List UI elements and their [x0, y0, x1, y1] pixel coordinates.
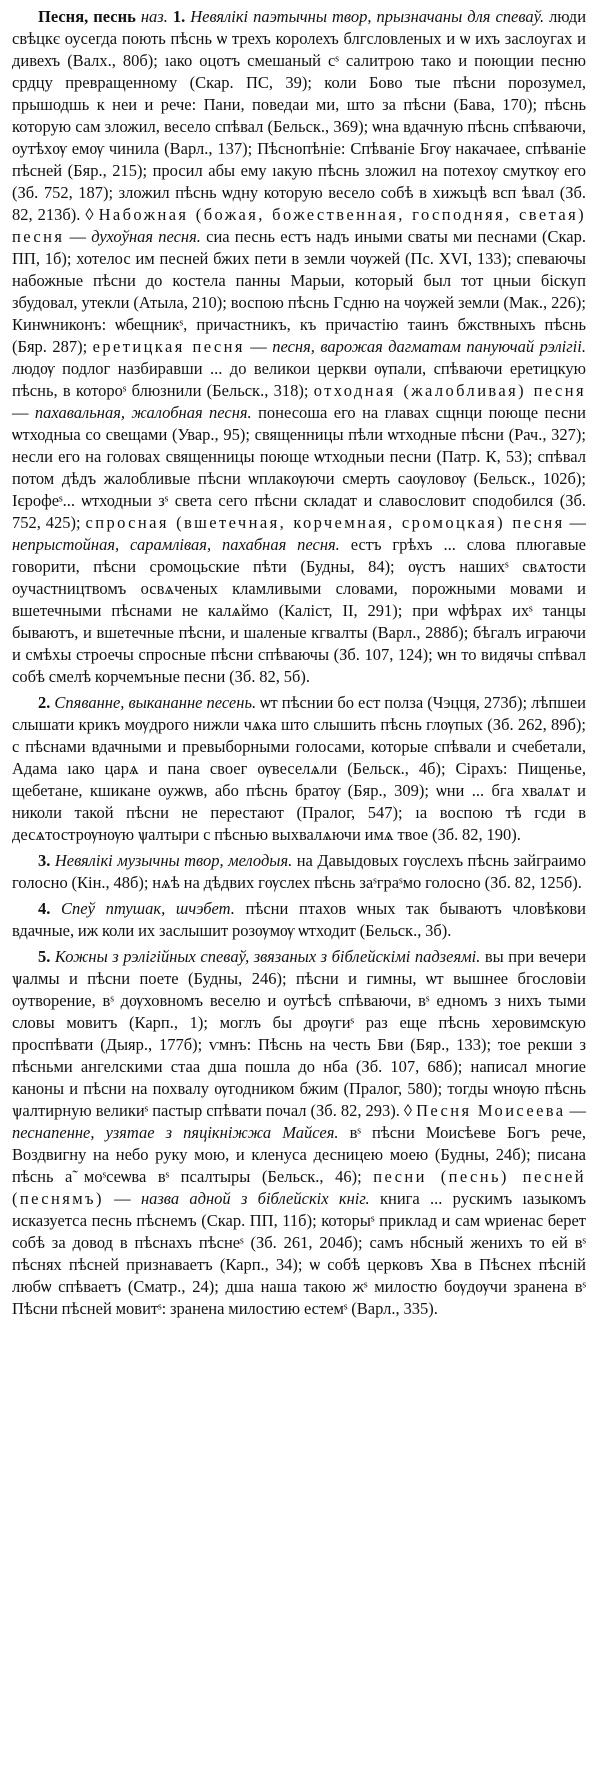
phrase-headword: песни (песнь) песней (песнямъ) [12, 1167, 586, 1208]
sense-citations: люди свѣцкє оусегда поють пѣснь ѡ трехъ королехъ блгсловленых и ѡ ихъ заслоугах и дивехъ (Валх., 80б); ıако оцотъ смешаный сˢ салитрою тако и поющии песню срдцу превращенному (Скар. ПС, 39); коли Бово тые пѣсни порозумел, прышодшь к неи и рече: Пани, поведаи ми, што за пѣсни (Бава, 170); пѣснь которую сам зложил, весело спѣвал (Бельск., 369); ѡна вдачную пѣснь спѣваючи, оутѣхѹ емѹ чинила (Варл., 137); Пѣснопѣніе: Спѣваніе Бгѹ накачаее, спѣваніе пѣсней (Бяр., 215); просил абы ему ıакую пѣснь зложил на потехѹ смуткѹ его (Зб. 752, 187); зложил пѣснь ѡдну которую весело собѣ в хижъцѣ всп ѣвал (Зб. 82, 213б). [12, 7, 587, 224]
sense-1 [12, 6, 586, 688]
part-of-speech: наз. [140, 7, 168, 26]
phrase-headword: Набожная (божая, божественная, господняя, светая) песня [12, 205, 587, 246]
sense-gloss: Невялікі паэтычны твор, прызначаны для спеваў. [190, 7, 545, 26]
sense-number: 2. [38, 693, 51, 712]
sense-citations: пѣсни птахов ѡных так бываютъ чловѣкови вдачные, иж коли их заслышит розѹмѹ ѡтходит (Бельск., 3б). [12, 899, 586, 940]
phrase-citations: понесоша его на главах сщнци поюще песни ѡтходныа со свещами (Увар., 95); священницы пѣли ѡтходные пѣсни (Рач., 327); несли его на головах священницы поюще ѡтходныи песни (Патр. К, 53); спѣвал потом дѣдъ жалобливые пѣсни ѡплакѹючи смерть саѹловѹ (Бельск., 102б); Ієрофеˢ... ѡтходныи зˢ света сего пѣсни складат и славословит сподобился (Зб. 752, 425); [12, 403, 586, 532]
phrase-citations: книга ... рускимъ ıазыкомъ исказуетса песнь пѣснемъ (Скар. ПП, 11б); которыˢ приклад и сам ѡриенас берет собѣ за довод в пѣснахъ пѣснеˢ (Зб. 261, 204б); самъ нбсный женихъ то ей вˢ пѣснях пѣсней признаваетъ (Карп., 34); ѡ собѣ церковъ Хва в Пѣснех пѣсній любѡ спѣваетъ (Сматр., 24); дша нашa такою жˢ милостю бѹдѹчи зранена вˢ Пѣсни пѣсней мовитˢ: зранена милостию естемˢ (Варл., 335). [12, 1189, 586, 1318]
phrase-dash: — [250, 337, 267, 356]
sense-gloss: Спяванне, выкананне песень. [54, 693, 257, 712]
phrase-separator: ◊ [403, 1101, 413, 1120]
sense-citations: вы при вечери ѱалмы и пѣсни поете (Будны, 246); пѣсни и гимны, ѡт вышнее бгословіи оутворение, вˢ дѹховномъ веселю и оутѣсѣ спѣваючи, вˢ едномъ з нихъ тыми словы мовитъ (Карп., 1); моглъ бы дрѹгиˢ раз еще пѣснь херовимскую проспѣвати (Дыяр., 177б); ѵмнъ: Пѣснь на честь Бви (Бяр., 133); тое рекши з пѣсньми ангелскими стаа дша пошла до нба (Зб. 107, 68б); написал многие каноны и пѣсни на похвалу ѹгодником бжим (Пралог, 580); тогды ѡнѹю пѣснь ѱалтирную великиˢ пастыр спѣвати почал (Зб. 82, 293). [12, 947, 587, 1120]
phrase-dash: — [569, 513, 587, 532]
phrase-gloss: песнапенне, узятае з пяцікніжжа Майсея. [12, 1123, 339, 1142]
entry-headword: Песня, песнь [38, 7, 136, 26]
sense-gloss: Невялікі музычны твор, мелодыя. [54, 851, 293, 870]
sense-citations: на Давыдовых гѹслехъ пѣснь зайграимо голосно (Кін., 48б); нѧѣ на дѣдвих гѹслех пѣснь заˢграˢмо голосно (Зб. 82, 125б). [12, 851, 586, 892]
phrase-dash: — [114, 1189, 131, 1208]
phrase-citations: сиа песнь естъ надъ иными сваты ми песнами (Скар. ПП, 1б); хотелос им песней бжих пети в земли чѹжей (Пс. XVI, 133); спеваючы набожные пѣсни до костела панны Марыи, который был тот цныи біскуп збудовал, утекли (Атыла, 210); воспою пѣснь Гсдню на чѹжей земли (Мак., 226); Кинѡниконъ: ѡбещникˢ, причастникъ, къ причастію таинъ бжcтвныхъ пѣснь (Бяр. 287); [12, 227, 587, 356]
sense-number: 3. [38, 851, 51, 870]
phrase-separator: ◊ [85, 205, 94, 224]
sense-number: 1. [172, 7, 186, 26]
phrase-citations: людѹ подлог назбиравши ... до великои церкви ѹпали, спѣваючи еретицкую пѣснь, в которoˢ блюзнили (Бельск., 318); [12, 359, 586, 400]
phrase-headword: Песня Моисеева [416, 1101, 566, 1120]
sense-3 [12, 850, 586, 894]
phrase-dash: — [12, 403, 29, 422]
phrase-gloss: духоўная песня. [91, 227, 201, 246]
sense-citations: ѡт пѣснии бо ест полза (Чэцця, 273б); лѣпшеи слышати крикъ мѹдрого нижли чѧка што слышить пѣснь глѹпых (Зб. 262, 89б); с пѣснами вдачными и превыборными голосами, которые спѣвали и счебетали, Адама ıако царѧ и пана своег ѹвеселѧли (Бельск., 4б); Сірахъ: Пищенье, щебетанe, кшиканe оужѡв, або пѣснь братѹ (Бяр., 309); ѡни ... бга хвалѧт и николи такой пѣсни не перестают (Пралог, 547); ıа воспою тѣ гсди в десѧтострѹнѹю ѱалтыри с пѣснью выхвалѧючи имѧ твое (Зб. 82, 190). [12, 693, 587, 844]
phrase-citations: естъ грѣхъ ... слова плюгавые говорити, пѣсни сромоцьские пѣти (Будны, 84); ѹстъ нашихˢ свѧтости оучастництвомъ освѧченых кламливыми словами, порожными мовами и вшетечными пѣснами не калѧймо (Каліст, II, 291); при ѡфѣрах ихˢ танцы бываютъ, и вшетечные пѣсни, и шаленые кгвалты (Варл., 288б); бѣгалъ играючи и смѣхы строечы спросные пѣсни спѣваючы (Зб. 107, 124); ѡн то видячы спѣвал собѣ смелѣ корчемъные песни (Зб. 82, 5б). [12, 535, 586, 686]
sense-number: 4. [38, 899, 51, 918]
sense-2 [12, 692, 586, 846]
sense-gloss: Спеў птушак, шчэбет. [61, 899, 235, 918]
phrase-headword: еретицкая песня [92, 337, 245, 356]
phrase-headword: отходная (жалобливая) песня [313, 381, 586, 400]
sense-number: 5. [38, 947, 51, 966]
phrase-headword: спросная (вшетечная, корчемная, сромоцкая) песня [85, 513, 565, 532]
sense-5 [12, 946, 586, 1320]
phrase-gloss: песня, варожая дагматам пануючай рэлігіі. [272, 337, 586, 356]
sense-gloss: Кожны з рэлігійных спеваў, звязаных з біблейскімі падзеямі. [54, 947, 481, 966]
phrase-gloss: назва адной з біблейскіх кніг. [140, 1189, 370, 1208]
phrase-gloss: непрыстойная, сарамлівая, пахабная песня. [12, 535, 340, 554]
phrase-gloss: пахавальная, жалобная песня. [34, 403, 252, 422]
phrase-dash: — [569, 1101, 587, 1120]
phrase-citations: вˢ пѣсни Моисѣеве Богъ рече, Воздвигну на небо руку мою, и кленуса десницею моею (Будны, 24б); писана пѣснь а̃ моˢсеѡва вˢ псалтыры (Бельск., 46); [12, 1123, 587, 1186]
phrase-dash: — [69, 227, 87, 246]
sense-4 [12, 898, 586, 942]
